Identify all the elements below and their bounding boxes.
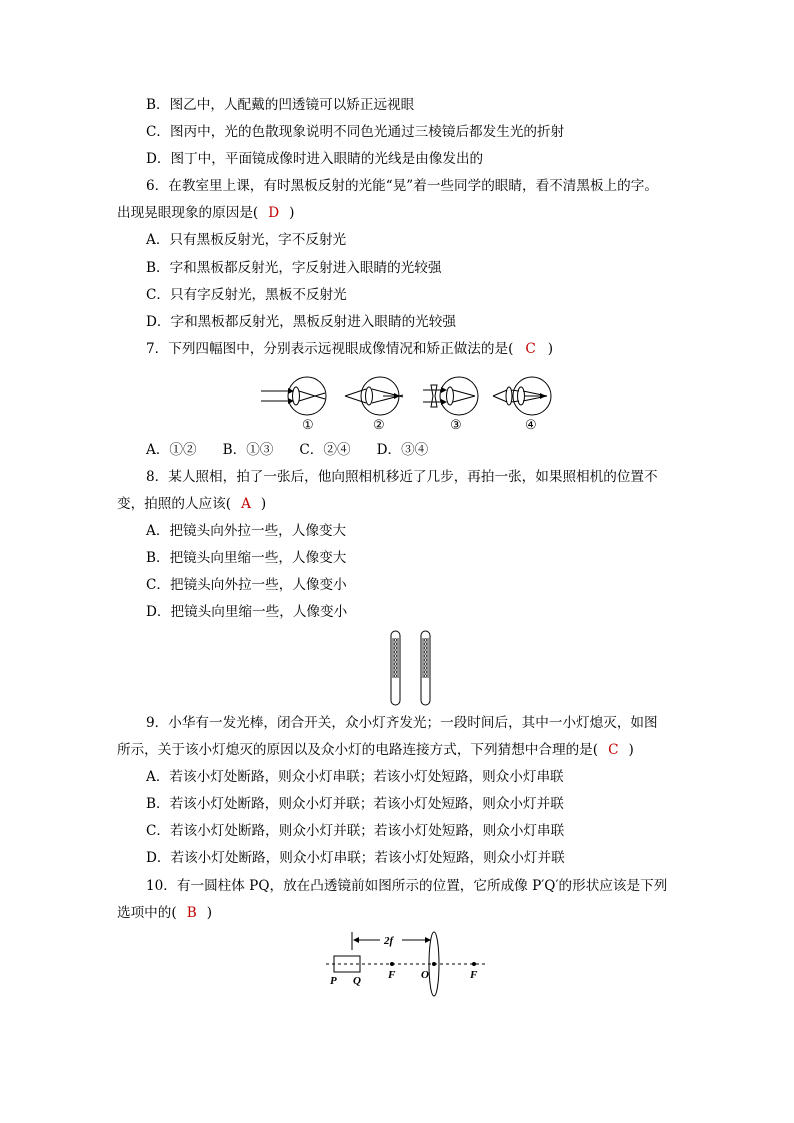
q6-stem-line2: [117, 203, 294, 223]
q7-close-paren: ): [547, 341, 554, 357]
q6-close-paren: ): [289, 205, 295, 221]
fig-label-3: ③: [450, 417, 462, 432]
glow-stick-right: [421, 631, 430, 705]
q10-stem-line1: 10．有一圆柱体 PQ，放在凸透镜前如图所示的位置，它所成像 P′Q′的形状应该是下列: [146, 878, 668, 894]
q10-close-paren: ): [206, 905, 212, 921]
q9-option-b: B．若该小灯处断路，则众小灯并联；若该小灯处短路，则众小灯并联: [146, 796, 564, 812]
q10-lens-diagram: [322, 928, 492, 1000]
q8-option-c: C．把镜头向外拉一些，人像变小: [146, 577, 347, 593]
q9-option-a: A．若该小灯处断路，则众小灯串联；若该小灯处短路，则众小灯串联: [146, 769, 564, 785]
q9-option-c: C．若该小灯处断路，则众小灯并联；若该小灯处短路，则众小灯串联: [146, 823, 565, 839]
q9-glow-sticks: [386, 628, 436, 708]
q9-stem-line1: 9．小华有一发光棒，闭合开关，众小灯齐发光；一段时间后，其中一小灯熄灭，如图: [146, 715, 658, 731]
glow-stick-left: [391, 631, 400, 705]
q8-answer: A: [241, 496, 251, 512]
q10-stem-line2: [117, 903, 212, 923]
q6-answer: D: [268, 205, 280, 221]
q7-option-a: A．①②: [146, 442, 197, 458]
q6-option-a: A．只有黑板反射光，字不反射光: [146, 232, 347, 248]
eye-figure-2: [345, 377, 403, 415]
q6-stem-line1: 6．在教室里上课，有时黑板反射的光能“晃”着一些同学的眼睛，看不清黑板上的字。: [146, 178, 658, 194]
q9-stem-line2: [117, 740, 634, 760]
q10-answer: B: [186, 905, 197, 921]
label-p: P: [330, 975, 337, 987]
q7-option-d: D．③④: [376, 442, 429, 458]
q8-stem-line1: 8．某人照相，拍了一张后，他向照相机移近了几步，再拍一张，如果照相机的位置不: [146, 469, 658, 485]
q9-option-d: D．若该小灯处断路，则众小灯串联；若该小灯处短路，则众小灯并联: [146, 850, 565, 866]
focal-point-right: [472, 962, 476, 966]
q5-option-c: C．图丙中，光的色散现象说明不同色光通过三棱镜后都发生光的折射: [146, 124, 565, 140]
q5-option-b: B．图乙中，人配戴的凹透镜可以矫正远视眼: [146, 97, 415, 113]
optical-center: [432, 962, 436, 966]
q9-stem-text: 所示，关于该小灯熄灭的原因以及众小灯的电路连接方式，下列猜想中合理的是(: [117, 742, 599, 758]
label-o: O: [421, 969, 429, 981]
q7-options: [146, 440, 428, 460]
q9-answer: C: [608, 742, 619, 758]
q7-answer: C: [525, 341, 536, 357]
q8-option-b: B．把镜头向里缩一些，人像变大: [146, 550, 347, 566]
fig-label-4: ④: [525, 417, 537, 432]
q8-stem-line2: [117, 494, 266, 514]
q7-option-b: B．①③: [222, 442, 274, 458]
q7-stem-text: 7．下列四幅图中，分别表示远视眼成像情况和矫正做法的是(: [146, 341, 514, 357]
q9-close-paren: ): [628, 742, 634, 758]
focal-point-left: [390, 962, 394, 966]
two-f-label: 2f: [384, 935, 394, 947]
q7-stem: [146, 339, 553, 359]
q6-option-c: C．只有字反射光，黑板不反射光: [146, 287, 347, 303]
q8-close-paren: ): [260, 496, 267, 512]
label-f-right: F: [470, 969, 478, 981]
fig-label-2: ②: [373, 417, 385, 432]
eye-figure-4: [493, 377, 551, 415]
label-q: Q: [353, 975, 361, 987]
q8-option-d: D．把镜头向里缩一些，人像变小: [146, 604, 348, 620]
q6-option-b: B．字和黑板都反射光，字反射进入眼睛的光较强: [146, 260, 442, 276]
q10-stem-text: 选项中的(: [117, 905, 177, 921]
q7-option-c: C．②④: [299, 442, 351, 458]
eye-figure-3: [423, 377, 478, 415]
q5-option-d: D．图丁中，平面镜成像时进入眼睛的光线是由像发出的: [146, 151, 484, 167]
eye-figure-1: [261, 377, 326, 415]
q7-eye-diagrams: [255, 372, 560, 434]
q6-option-d: D．字和黑板都反射光，黑板反射进入眼睛的光较强: [146, 314, 456, 330]
fig-label-1: ①: [302, 417, 314, 432]
q8-stem-text: 变，拍照的人应该(: [117, 496, 232, 512]
q8-option-a: A．把镜头向外拉一些，人像变大: [146, 523, 347, 539]
label-f-left: F: [388, 969, 396, 981]
q6-stem-text: 出现晃眼现象的原因是(: [117, 205, 259, 221]
